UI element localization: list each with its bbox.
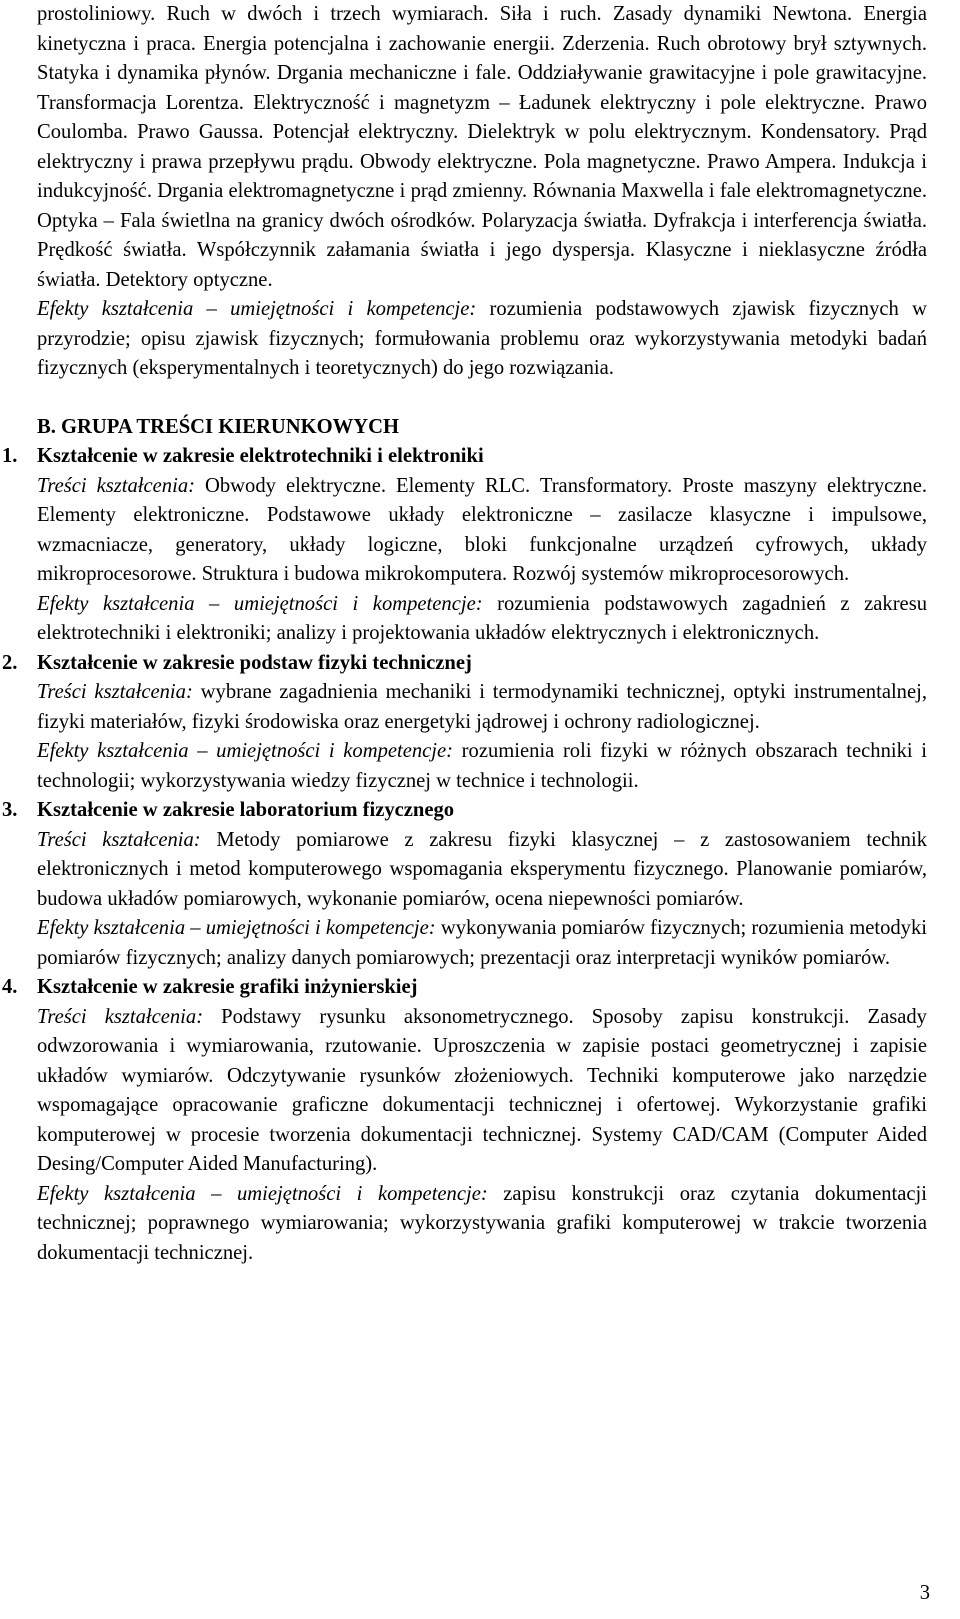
section-content xyxy=(37,1003,927,1180)
effects-label: Efekty kształcenia – umiejętności i kompetencje: xyxy=(37,917,436,939)
content-label: Treści kształcenia: xyxy=(37,681,193,703)
section-number: 1. xyxy=(2,445,18,467)
content-text: Podstawy rysunku aksonometrycznego. Sposoby zapisu konstrukcji. Zasady odwzorowania i wymiarowania, rzutowanie. Uproszczenia w zapisie postaci geometrycznej i zapisie układów wymiarów. Odczytywanie rysunków złożeniowych. Techniki komputerowe jako narzędzie wspomagające opracowanie graficzne dokumentacji technicznej i ofertowej. Wykorzystanie grafiki komputerowej w procesie tworzenia dokumentacji technicznej. Systemy CAD/CAM (Computer Aided Desing/Computer Aided Manufacturing). xyxy=(37,1005,927,1175)
section-number: 4. xyxy=(2,976,18,998)
effects-label: Efekty kształcenia – umiejętności i kompetencje: xyxy=(37,740,454,762)
section-2 xyxy=(2,649,927,797)
content-label: Treści kształcenia: xyxy=(37,1005,204,1028)
section-effects xyxy=(37,590,927,649)
section-content xyxy=(37,472,927,590)
section-title: Kształcenie w zakresie laboratorium fizycznego xyxy=(37,799,455,821)
section-effects xyxy=(37,737,927,796)
intro-effects-text: rozumienia podstawowych zjawisk fizycznych w przyrodzie; opisu zjawisk fizycznych; formułowania problemu oraz wykorzystywania metodyki badań fizycznych (eksperymentalnych i teoretycznych) do jego rozwiązania. xyxy=(37,298,927,379)
page-number: 3 xyxy=(919,1582,930,1604)
section-title: Kształcenie w zakresie podstaw fizyki technicznej xyxy=(37,651,472,674)
section-content xyxy=(37,678,927,737)
section-heading xyxy=(2,973,927,1003)
content-label: Treści kształcenia: xyxy=(37,828,201,851)
effects-text: rozumienia podstawowych zagadnień z zakresu elektrotechniki i elektroniki; analizy i projektowania układów elektrycznych i elektronicznych. xyxy=(37,592,928,644)
section-number: 2. xyxy=(2,651,18,674)
content-text: Metody pomiarowe z zakresu fizyki klasycznej – z zastosowaniem technik elektronicznych i metod komputerowego wspomagania eksperymentu fizycznego. Planowanie pomiarów, budowa układów pomiarowych, wykonanie pomiarów, ocena niepewności pomiarów. xyxy=(37,828,927,910)
document-page xyxy=(2,0,928,1268)
group-title: B. GRUPA TREŚCI KIERUNKOWYCH xyxy=(37,415,399,438)
effects-label: Efekty kształcenia – umiejętności i kompetencje: xyxy=(37,1182,488,1205)
content-label: Treści kształcenia: xyxy=(37,474,195,497)
intro-effects-label: Efekty kształcenia – umiejętności i kompetencje: xyxy=(37,298,477,320)
section-title: Kształcenie w zakresie elektrotechniki i elektroniki xyxy=(37,445,484,467)
section-3 xyxy=(2,796,927,973)
intro-effects xyxy=(37,295,927,384)
section-1 xyxy=(2,442,928,649)
effects-label: Efekty kształcenia – umiejętności i kompetencje: xyxy=(37,592,483,615)
section-4 xyxy=(2,973,928,1268)
section-heading xyxy=(2,796,927,826)
section-effects xyxy=(37,1180,927,1269)
intro-text: prostoliniowy. Ruch w dwóch i trzech wymiarach. Siła i ruch. Zasady dynamiki Newtona. Energia kinetyczna i praca. Energia potencjalna i zachowanie energii. Zderzenia. Ruch obrotowy brył sztywnych. Statyka i dynamika płynów. Drgania mechaniczne i fale. Oddziaływanie grawitacyjne i pole grawitacyjne. Transformacja Lorentza. Elektryczność i magnetyzm – Ładunek elektryczny i pole elektryczne. Prawo Coulomba. Prawo Gaussa. Potencjał elektryczny. Dielektryk w polu elektrycznym. Kondensatory. Prąd elektryczny i prawa przepływu prądu. Obwody elektryczne. Pola magnetyczne. Prawo Ampera. Indukcja i indukcyjność. Drgania elektromagnetyczne i prąd zmienny. Równania Maxwella i fale elektromagnetyczne. Optyka – Fala świetlna na granicy dwóch ośrodków. Polaryzacja światła. Dyfrakcja i interferencja światła. Prędkość światła. Współczynnik załamania światła i jego dyspersja. Klasyczne i nieklasyczne źródła światła. Detektory optyczne. xyxy=(37,3,927,291)
content-text: Obwody elektryczne. Elementy RLC. Transformatory. Proste maszyny elektryczne. Elementy elektroniczne. Podstawowe układy elektroniczne – zasilacze klasyczne i impulsowe, wzmacniacze, generatory, układy logiczne, bloki funkcjonalne urządzeń cyfrowych, układy mikroprocesorowe. Struktura i budowa mikrokomputera. Rozwój systemów mikroprocesorowych. xyxy=(37,474,927,585)
section-title: Kształcenie w zakresie grafiki inżynierskiej xyxy=(37,976,418,998)
section-effects xyxy=(37,914,927,973)
content-text: wybrane zagadnienia mechaniki i termodynamiki technicznej, optyki instrumentalnej, fizyki materiałów, fizyki środowiska oraz energetyki jądrowej i ochrony radiologicznej. xyxy=(37,681,927,733)
effects-text: wykonywania pomiarów fizycznych; rozumienia metodyki pomiarów fizycznych; analizy danych pomiarowych; prezentacji oraz interpretacji wyników pomiarów. xyxy=(37,917,927,969)
section-heading xyxy=(2,442,927,472)
section-number: 3. xyxy=(2,799,18,821)
section-content xyxy=(37,826,927,915)
effects-text: zapisu konstrukcji oraz czytania dokumentacji technicznej; poprawnego wymiarowania; wykorzystywania grafiki komputerowej w trakcie tworzenia dokumentacji technicznej. xyxy=(37,1182,928,1264)
effects-text: rozumienia roli fizyki w różnych obszarach techniki i technologii; wykorzystywania wiedzy fizycznej w technice i technologii. xyxy=(37,740,927,792)
section-heading xyxy=(2,649,927,679)
intro-content xyxy=(37,0,927,295)
